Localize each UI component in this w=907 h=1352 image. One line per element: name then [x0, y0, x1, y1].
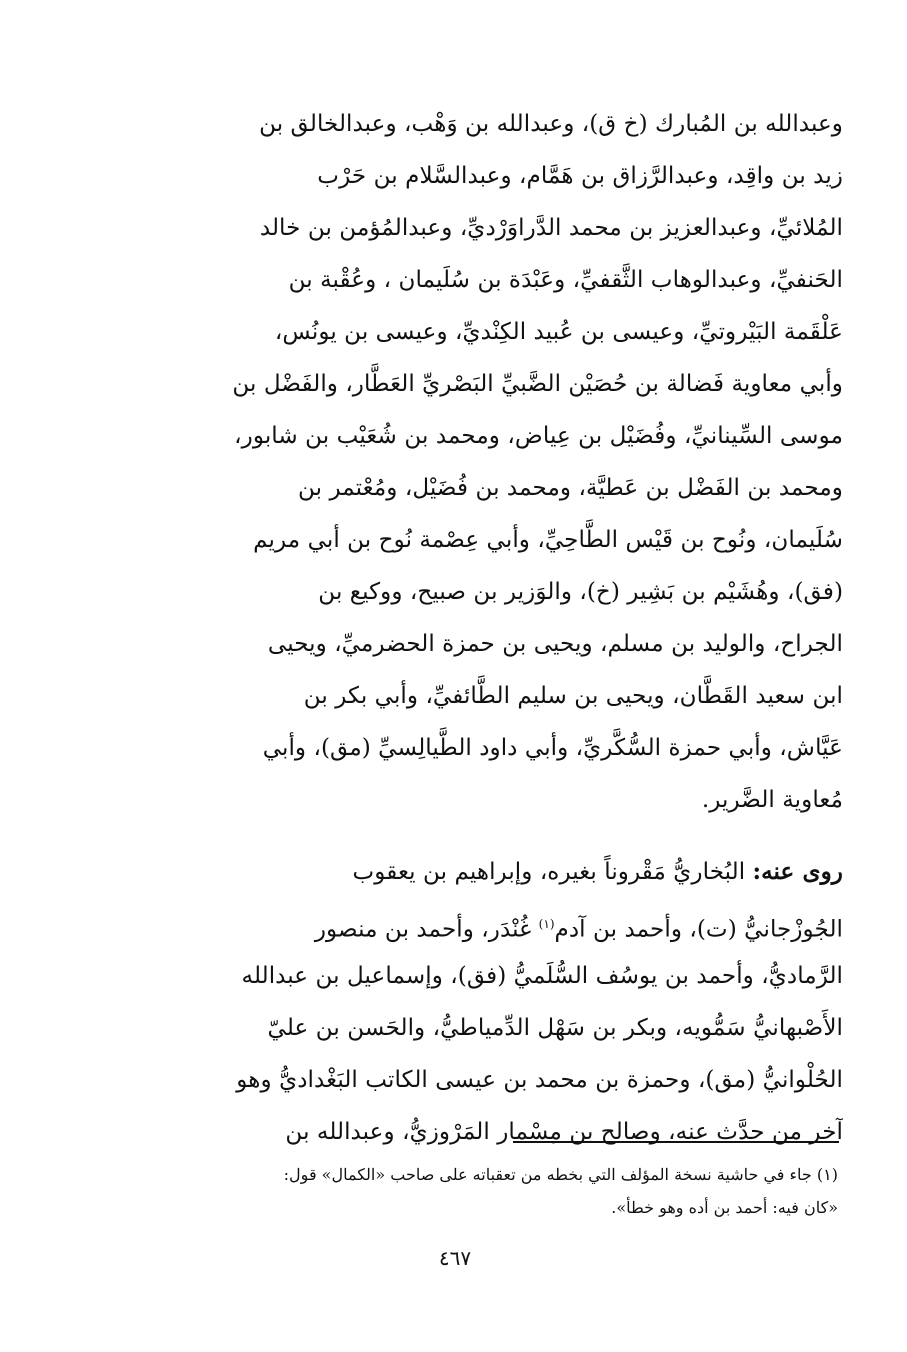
teachers-paragraph: [128, 98, 843, 826]
text-line: الجراح، والوليد بن مسلم، ويحيى بن حمزة الحضرميِّ، ويحيى: [267, 630, 843, 657]
rawa-anhu-heading: روى عنه:: [752, 858, 843, 885]
text-line: زيد بن واقِد، وعبدالرَّزاق بن هَمَّام، وعبدالسَّلام بن حَرْب: [317, 162, 843, 189]
footnote-line: «كان فيه: أحمد بن أده وهو خطأ».: [611, 1198, 838, 1217]
text-line: عَلْقَمة البَيْروتيِّ، وعيسى بن عُبيد الكِنْديِّ، وعيسى بن يونُس،: [274, 318, 843, 345]
text-line: [128, 898, 843, 950]
text-segment: البُخاريُّ مَقْروناً بغيره، وإبراهيم بن يعقوب: [352, 858, 753, 885]
text-line: (فق)، وهُشَيْم بن بَشِير (خ)، والوَزير بن صبيح، ووكيع بن: [318, 578, 843, 605]
text-line: الأَصْبهانيُّ سَمُّويه، وبكر بن سَهْل الدِّمياطيُّ، والحَسن بن عليّ: [267, 1014, 843, 1041]
text-line: الحُلْوانيُّ (مق)، وحمزة بن محمد بن عيسى الكاتب البَغْداديُّ وهو: [236, 1066, 843, 1093]
text-segment: الجُوزْجانيُّ (ت)، وأحمد بن آدم: [554, 915, 843, 943]
footnote-line: (١) جاء في حاشية نسخة المؤلف التي بخطه من تعقباته على صاحب «الكمال» قول:: [283, 1165, 838, 1184]
page-number: ٤٦٧: [438, 1246, 472, 1270]
footnote-separator: [513, 1141, 839, 1143]
text-line: [128, 846, 843, 898]
text-line: وعبدالله بن المُبارك (خ ق)، وعبدالله بن وَهْب، وعبدالخالق بن: [259, 110, 843, 137]
students-paragraph: [128, 846, 843, 1158]
footnote-reference: (١): [538, 917, 555, 931]
footnotes: [128, 1158, 838, 1224]
paragraph-gap: [128, 826, 843, 846]
text-line: عَيَّاش، وأبي حمزة السُّكَّريِّ، وأبي داود الطَّيالِسيِّ (مق)، وأبي: [262, 734, 843, 761]
text-segment: غُنْدَر، وأحمد بن منصور: [314, 915, 539, 943]
text-line: وأبي معاوية فَضالة بن حُصَيْن الضَّبيِّ البَصْريِّ العَطَّار، والفَضْل بن: [232, 370, 843, 397]
main-text: [128, 98, 843, 1158]
text-line: موسى السِّينانيِّ، وفُضَيْل بن عِياض، ومحمد بن شُعَيْب بن شابور،: [234, 422, 843, 449]
text-line: ومحمد بن الفَضْل بن عَطيَّة، ومحمد بن فُضَيْل، ومُعْتمر بن: [298, 474, 843, 501]
text-line: الرَّماديُّ، وأحمد بن يوسُف السُّلَميُّ (فق)، وإسماعيل بن عبدالله: [241, 962, 843, 989]
text-line: المُلائيِّ، وعبدالعزيز بن محمد الدَّراوَرْديِّ، وعبدالمُؤمن بن خالد: [259, 214, 843, 241]
text-line: ابن سعيد القَطَّان، ويحيى بن سليم الطَّائفيِّ، وأبي بكر بن: [303, 682, 843, 709]
text-line: آخر من حدَّث عنه، وصالح بن مِسْمار المَرْوزيُّ، وعبدالله بن: [285, 1118, 843, 1145]
text-line: مُعاوية الضَّرير.: [701, 786, 843, 813]
text-line: سُلَيمان، ونُوح بن قَيْس الطَّاحِيِّ، وأبي عِصْمة نُوح بن أبي مريم: [253, 526, 843, 553]
text-line: الحَنفيِّ، وعبدالوهاب الثَّقفيِّ، وعَبْدَة بن سُلَيمان ، وعُقْبة بن: [288, 266, 843, 293]
